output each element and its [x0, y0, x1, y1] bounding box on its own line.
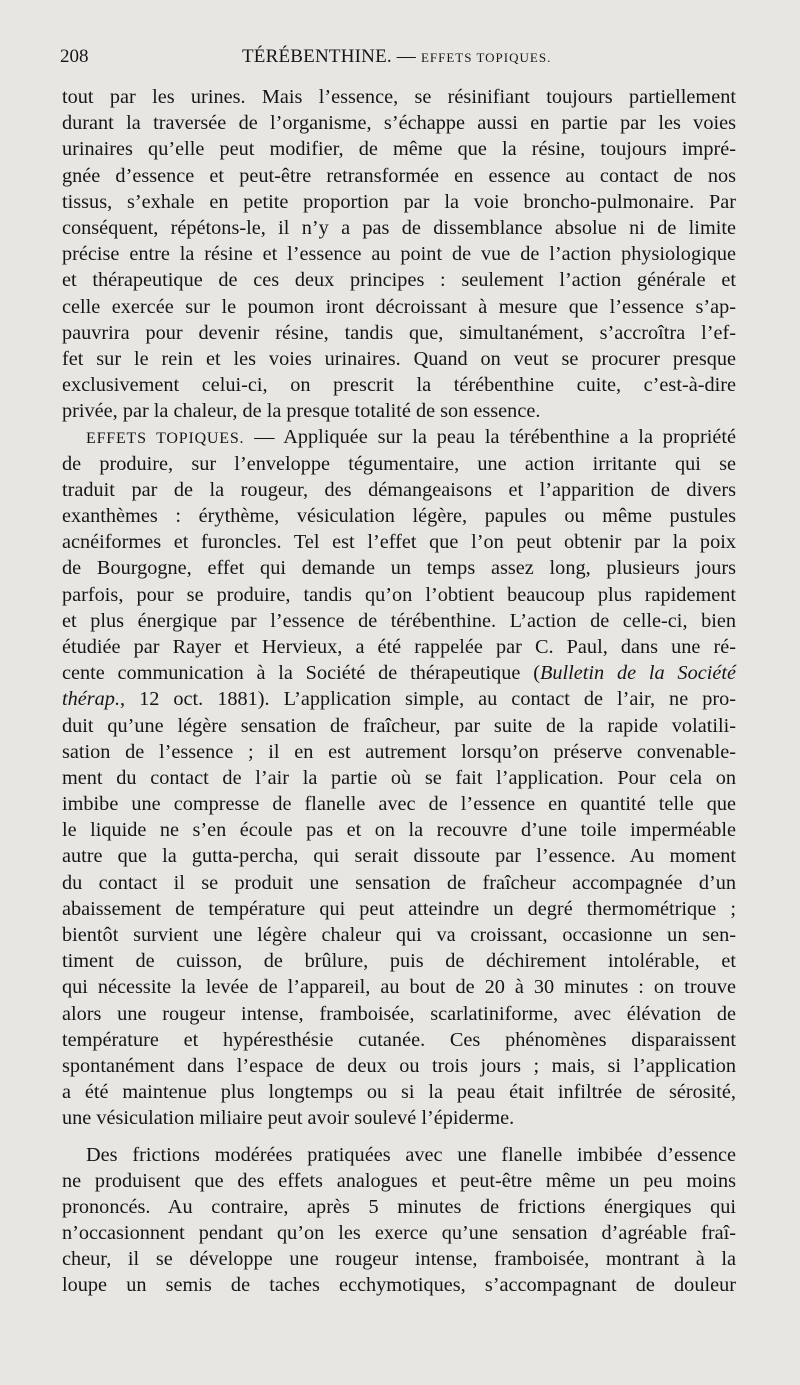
- text-line: de produire, sur l’enveloppe tégumentaire, une action irritante qui se: [62, 452, 736, 475]
- text-line: timent de cuisson, de brûlure, puis de déchirement intolérable, et: [62, 950, 736, 973]
- text-line: n’occasionnent pendant qu’on les exerce qu’une sensation d’agréable fraî-: [62, 1222, 736, 1245]
- text-line: prononcés. Au contraire, après 5 minutes de frictions énergiques qui: [62, 1195, 736, 1218]
- text-line: autre que la gutta-percha, qui serait dissoute par l’essence. Au moment: [62, 845, 736, 868]
- text-line: durant la traversée de l’organisme, s’échappe aussi en partie par les voies: [62, 112, 736, 135]
- text-line: de Bourgogne, effet qui demande un temps assez long, plusieurs jours: [62, 557, 736, 580]
- text-line: [62, 660, 736, 686]
- text-line: sation de l’essence ; il en est autrement lorsqu’on préserve convenable-: [62, 740, 736, 763]
- text-line: urinaires qu’elle peut modifier, de même que la résine, toujours impré-: [62, 138, 736, 161]
- text-line: [62, 424, 736, 450]
- section-heading: EFFETS TOPIQUES.: [86, 430, 245, 448]
- text-line: et thérapeutique de ces deux principes : seulement l’action générale et: [62, 269, 736, 292]
- text-line: pauvrira pour devenir résine, tandis que, simultanément, s’accroîtra l’ef-: [62, 321, 736, 344]
- text-line: une vésiculation miliaire peut avoir soulevé l’épiderme.: [62, 1107, 515, 1130]
- text-line: [62, 686, 736, 712]
- paragraph-gap: [62, 1132, 736, 1142]
- text-line: abaissement de température qui peut atteindre un degré thermométrique ;: [62, 897, 736, 920]
- paragraph-2: [62, 424, 736, 1131]
- text-segment: , 12 oct. 1881). L’application simple, au contact de l’air, ne pro-: [120, 688, 736, 711]
- text-line: traduit par de la rougeur, des démangeaisons et l’apparition de divers: [62, 478, 736, 501]
- running-title: [242, 46, 551, 68]
- text-line: Des frictions modérées pratiquées avec une flanelle imbibée d’essence: [86, 1143, 736, 1166]
- text-line: exanthèmes : érythème, vésiculation légère, papules ou même pustules: [62, 505, 736, 527]
- text-line: acnéiformes et furoncles. Tel est l’effet que l’on peut obtenir par la poix: [62, 531, 736, 554]
- text-line: température et hypéresthésie cutanée. Ces phénomènes disparaissent: [62, 1028, 736, 1051]
- text-line: a été maintenue plus longtemps ou si la peau était infiltrée de sérosité,: [62, 1081, 736, 1104]
- text-line: ment du contact de l’air la partie où se fait l’application. Pour cela on: [62, 766, 736, 789]
- text-line: qui nécessite la levée de l’appareil, au bout de 20 à 30 minutes : on trouve: [62, 976, 736, 999]
- text-line: gnée d’essence et peut-être retransformée en essence au contact de nos: [62, 164, 736, 187]
- text-line: tout par les urines. Mais l’essence, se résinifiant toujours partiellement: [62, 86, 736, 108]
- running-title-section: EFFETS TOPIQUES.: [420, 50, 552, 65]
- text-line: celle exercée sur le poumon iront décroissant à mesure que l’essence s’ap-: [62, 295, 736, 318]
- text-line: cheur, il se développe une rougeur intense, framboisée, montrant à la: [62, 1248, 736, 1271]
- text-line: alors une rougeur intense, framboisée, scarlatiniforme, avec élévation de: [62, 1002, 736, 1025]
- text-line: spontanément dans l’espace de deux ou trois jours ; mais, si l’application: [62, 1054, 736, 1077]
- text-line: et plus énergique par l’essence de térébenthine. L’action de celle-ci, bien: [62, 609, 736, 632]
- paragraph-1: [62, 84, 736, 424]
- text-line: conséquent, répétons-le, il n’y a pas de dissemblance absolue ni de limite: [62, 216, 736, 239]
- text-line: du contact il se produit une sensation de fraîcheur accompagnée d’un: [62, 871, 736, 894]
- text-line: fet sur le rein et les voies urinaires. Quand on veut se procurer presque: [62, 347, 736, 370]
- text-line: privée, par la chaleur, de la presque totalité de son essence.: [62, 400, 541, 423]
- text-line: exclusivement celui-ci, on prescrit la térébenthine cuite, c’est-à-dire: [62, 374, 736, 397]
- running-title-dash: —: [396, 46, 416, 67]
- citation-journal-abbrev: thérap.: [62, 688, 121, 711]
- text-line: imbibe une compresse de flanelle avec de l’essence en quantité telle que: [62, 793, 736, 816]
- body-text: [62, 84, 736, 1299]
- page-header: [60, 44, 740, 74]
- paragraph-3: [62, 1142, 736, 1299]
- text-line: précise entre la résine et l’essence au point de vue de l’action physiologique: [62, 243, 736, 266]
- text-line: ne produisent que des effets analogues et peut-être même un peu moins: [62, 1169, 736, 1192]
- running-title-main: TÉRÉBENTHINE.: [242, 46, 392, 67]
- text-line: loupe un semis de taches ecchymotiques, s’accompagnant de douleur: [62, 1274, 736, 1297]
- text-line: bientôt survient une légère chaleur qui va croissant, occasionne un sen-: [62, 924, 736, 946]
- text-segment: — Appliquée sur la peau la térébenthine a la propriété: [244, 426, 737, 449]
- citation-journal: Bulletin de la Société: [539, 662, 736, 685]
- page-number: 208: [60, 46, 89, 67]
- text-line: le liquide ne s’en écoule pas et on la recouvre d’une toile imperméable: [62, 819, 736, 842]
- text-line: tissus, s’exhale en petite proportion par la voie broncho-pulmonaire. Par: [62, 190, 736, 213]
- text-line: parfois, pour se produire, tandis qu’on l’obtient beaucoup plus rapidement: [62, 583, 736, 606]
- text-line: étudiée par Rayer et Hervieux, a été rappelée par C. Paul, dans une ré-: [62, 635, 736, 658]
- text-line: duit qu’une légère sensation de fraîcheur, par suite de la rapide volatili-: [62, 714, 736, 737]
- text-segment: cente communication à la Société de thérapeutique (: [62, 662, 540, 685]
